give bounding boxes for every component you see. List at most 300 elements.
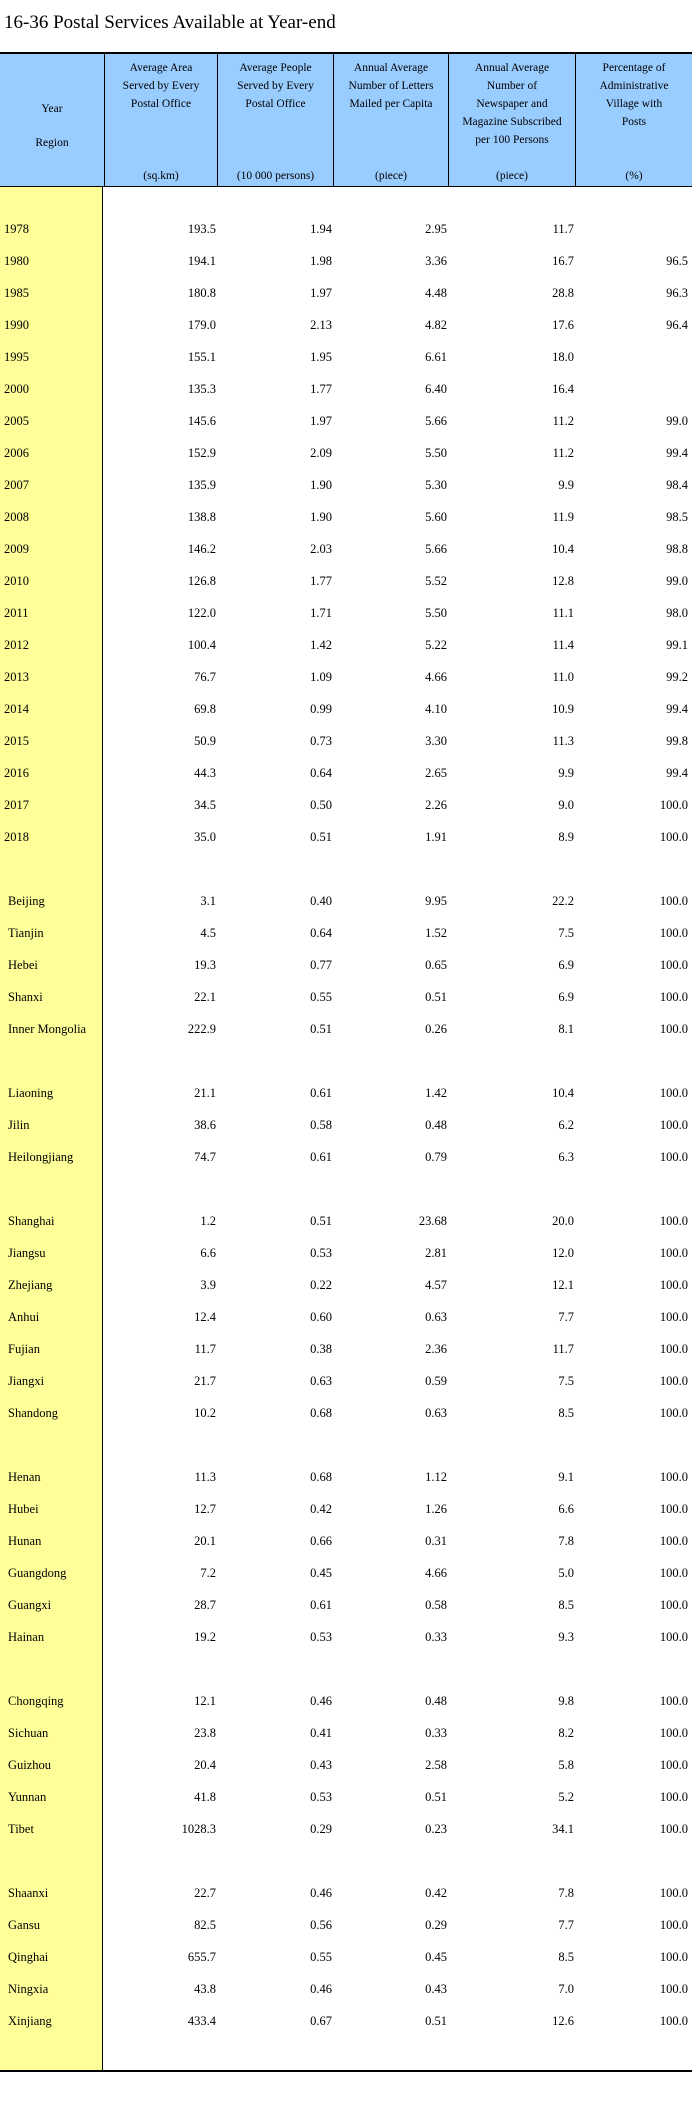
table-cell: 12.0 bbox=[552, 1246, 574, 1260]
table-cell: 69.8 bbox=[194, 702, 216, 716]
table-cell: 1028.3 bbox=[181, 1822, 216, 1836]
group-spacer bbox=[0, 1045, 692, 1077]
year-label: 2018 bbox=[4, 830, 29, 844]
table-cell: 0.56 bbox=[310, 1918, 332, 1932]
table-cell: 9.3 bbox=[558, 1630, 574, 1644]
region-row bbox=[0, 1685, 692, 1717]
table-cell: 152.9 bbox=[187, 446, 216, 460]
header-line: Mailed per Capita bbox=[349, 98, 433, 110]
table-cell: 28.8 bbox=[552, 286, 574, 300]
table-cell: 6.2 bbox=[558, 1118, 574, 1132]
table-cell: 100.0 bbox=[659, 1374, 688, 1388]
table-cell: 0.68 bbox=[310, 1406, 332, 1420]
year-label: 1985 bbox=[4, 286, 29, 300]
table-cell: 99.0 bbox=[666, 574, 688, 588]
year-row bbox=[0, 661, 692, 693]
table-cell: 4.5 bbox=[200, 926, 216, 940]
region-row bbox=[0, 1301, 692, 1333]
table-cell: 0.22 bbox=[310, 1278, 332, 1292]
year-row bbox=[0, 277, 692, 309]
year-label: 2014 bbox=[4, 702, 29, 716]
table-cell: 4.82 bbox=[425, 318, 447, 332]
table-cell: 0.31 bbox=[425, 1534, 447, 1548]
table-cell: 0.68 bbox=[310, 1470, 332, 1484]
table-cell: 0.42 bbox=[425, 1886, 447, 1900]
table-cell: 22.1 bbox=[194, 990, 216, 1004]
table-cell: 99.2 bbox=[666, 670, 688, 684]
year-label: 2010 bbox=[4, 574, 29, 588]
header-line: Postal Office bbox=[245, 98, 306, 110]
table-cell: 22.7 bbox=[194, 1886, 216, 1900]
region-row bbox=[0, 1749, 692, 1781]
table-cell: 0.53 bbox=[310, 1630, 332, 1644]
table-cell: 21.7 bbox=[194, 1374, 216, 1388]
table-cell: 0.43 bbox=[425, 1982, 447, 1996]
table-cell: 100.0 bbox=[659, 990, 688, 1004]
table-cell: 11.7 bbox=[552, 222, 574, 236]
header-region-label: Region bbox=[35, 137, 69, 149]
table-cell: 5.52 bbox=[425, 574, 447, 588]
region-row bbox=[0, 1141, 692, 1173]
header-avg-area bbox=[104, 54, 217, 186]
header-line: Served by Every bbox=[237, 80, 314, 92]
table-cell: 5.50 bbox=[425, 606, 447, 620]
table-cell: 1.90 bbox=[310, 478, 332, 492]
region-label: Guizhou bbox=[8, 1758, 52, 1772]
header-line: Newspaper and bbox=[476, 98, 548, 110]
header-line: Number of Letters bbox=[348, 80, 434, 92]
table-cell: 100.0 bbox=[659, 1950, 688, 1964]
table-cell: 0.29 bbox=[310, 1822, 332, 1836]
table-cell: 100.0 bbox=[659, 830, 688, 844]
table-cell: 8.5 bbox=[558, 1598, 574, 1612]
table-cell: 0.79 bbox=[425, 1150, 447, 1164]
year-row bbox=[0, 693, 692, 725]
table-cell: 100.0 bbox=[659, 1886, 688, 1900]
table-cell: 0.23 bbox=[425, 1822, 447, 1836]
table-cell: 135.9 bbox=[187, 478, 216, 492]
region-label: Heilongjiang bbox=[8, 1150, 74, 1164]
table-cell: 43.8 bbox=[194, 1982, 216, 1996]
header-line: per 100 Persons bbox=[475, 134, 549, 146]
year-label: 2013 bbox=[4, 670, 29, 684]
table-cell: 0.53 bbox=[310, 1790, 332, 1804]
header-line: Average People bbox=[239, 62, 312, 74]
table-cell: 12.6 bbox=[552, 2014, 574, 2028]
table-cell: 5.60 bbox=[425, 510, 447, 524]
header-unit: (sq.km) bbox=[143, 170, 179, 182]
header-line: Number of bbox=[486, 80, 538, 92]
table-cell: 28.7 bbox=[194, 1598, 216, 1612]
table-cell: 0.33 bbox=[425, 1726, 447, 1740]
table-cell: 100.0 bbox=[659, 1982, 688, 1996]
table-cell: 18.0 bbox=[552, 350, 574, 364]
region-row bbox=[0, 1237, 692, 1269]
region-label: Jilin bbox=[8, 1118, 30, 1132]
year-label: 2016 bbox=[4, 766, 29, 780]
table-cell: 6.6 bbox=[558, 1502, 574, 1516]
table-cell: 4.10 bbox=[425, 702, 447, 716]
region-label: Hubei bbox=[8, 1502, 39, 1516]
table-cell: 7.7 bbox=[558, 1310, 574, 1324]
table-cell: 8.5 bbox=[558, 1406, 574, 1420]
table-cell: 0.58 bbox=[425, 1598, 447, 1612]
table-cell: 1.94 bbox=[310, 222, 332, 236]
year-row bbox=[0, 757, 692, 789]
year-row bbox=[0, 821, 692, 853]
region-row bbox=[0, 1941, 692, 1973]
table-cell: 146.2 bbox=[187, 542, 216, 556]
table-cell: 4.66 bbox=[425, 670, 447, 684]
table-cell: 0.48 bbox=[425, 1694, 447, 1708]
table-cell: 4.57 bbox=[425, 1278, 447, 1292]
year-row bbox=[0, 373, 692, 405]
table-cell: 3.9 bbox=[200, 1278, 216, 1292]
table-cell: 100.0 bbox=[659, 1758, 688, 1772]
table-cell: 5.8 bbox=[558, 1758, 574, 1772]
table-cell: 99.0 bbox=[666, 414, 688, 428]
table-cell: 5.66 bbox=[425, 414, 447, 428]
table-cell: 98.5 bbox=[666, 510, 688, 524]
table-cell: 11.0 bbox=[552, 670, 574, 684]
year-row bbox=[0, 725, 692, 757]
table-cell: 8.1 bbox=[558, 1022, 574, 1036]
year-row bbox=[0, 341, 692, 373]
table-cell: 100.0 bbox=[659, 958, 688, 972]
table-cell: 11.3 bbox=[552, 734, 574, 748]
table-cell: 22.2 bbox=[552, 894, 574, 908]
table-cell: 0.41 bbox=[310, 1726, 332, 1740]
table-cell: 7.2 bbox=[200, 1566, 216, 1580]
table-cell: 7.8 bbox=[558, 1534, 574, 1548]
region-label: Inner Mongolia bbox=[8, 1022, 87, 1036]
region-row bbox=[0, 1877, 692, 1909]
table-cell: 1.26 bbox=[425, 1502, 447, 1516]
table-cell: 135.3 bbox=[187, 382, 216, 396]
year-label: 2005 bbox=[4, 414, 29, 428]
table-cell: 35.0 bbox=[194, 830, 216, 844]
table-cell: 11.3 bbox=[194, 1470, 216, 1484]
region-label: Shanghai bbox=[8, 1214, 55, 1228]
table-cell: 100.4 bbox=[187, 638, 216, 652]
table-cell: 100.0 bbox=[659, 1598, 688, 1612]
year-row bbox=[0, 597, 692, 629]
region-label: Shanxi bbox=[8, 990, 43, 1004]
table-cell: 3.30 bbox=[425, 734, 447, 748]
region-row bbox=[0, 1109, 692, 1141]
table-cell: 0.63 bbox=[425, 1406, 447, 1420]
header-unit: (piece) bbox=[375, 170, 407, 182]
table-cell: 2.36 bbox=[425, 1342, 447, 1356]
table-cell: 0.29 bbox=[425, 1918, 447, 1932]
region-row bbox=[0, 1461, 692, 1493]
table-cell: 19.2 bbox=[194, 1630, 216, 1644]
header-line: Average Area bbox=[129, 62, 193, 74]
page-title: 16-36 Postal Services Available at Year-end bbox=[4, 12, 336, 33]
table-rows bbox=[0, 213, 692, 2037]
region-row bbox=[0, 1813, 692, 1845]
table-cell: 23.8 bbox=[194, 1726, 216, 1740]
region-label: Jiangxi bbox=[8, 1374, 45, 1388]
table-cell: 41.8 bbox=[194, 1790, 216, 1804]
region-label: Guangdong bbox=[8, 1566, 67, 1580]
table-cell: 82.5 bbox=[194, 1918, 216, 1932]
table-cell: 122.0 bbox=[187, 606, 216, 620]
year-label: 2015 bbox=[4, 734, 29, 748]
table-cell: 9.95 bbox=[425, 894, 447, 908]
table-cell: 6.9 bbox=[558, 990, 574, 1004]
table-cell: 16.7 bbox=[552, 254, 574, 268]
table-cell: 16.4 bbox=[552, 382, 574, 396]
region-row bbox=[0, 1493, 692, 1525]
table-body bbox=[0, 187, 692, 2072]
region-label: Henan bbox=[8, 1470, 41, 1484]
table-cell: 0.63 bbox=[425, 1310, 447, 1324]
table-cell: 0.64 bbox=[310, 926, 332, 940]
header-unit: (%) bbox=[625, 170, 643, 182]
table-cell: 5.22 bbox=[425, 638, 447, 652]
table-cell: 2.09 bbox=[310, 446, 332, 460]
region-label: Zhejiang bbox=[8, 1278, 53, 1292]
table-cell: 0.33 bbox=[425, 1630, 447, 1644]
table-cell: 7.5 bbox=[558, 1374, 574, 1388]
table-cell: 1.2 bbox=[200, 1214, 216, 1228]
region-row bbox=[0, 1365, 692, 1397]
table-cell: 0.51 bbox=[425, 1790, 447, 1804]
region-row bbox=[0, 2005, 692, 2037]
table-cell: 9.0 bbox=[558, 798, 574, 812]
region-label: Jiangsu bbox=[8, 1246, 46, 1260]
year-label: 2017 bbox=[4, 798, 29, 812]
table-cell: 0.51 bbox=[310, 1022, 332, 1036]
year-label: 1995 bbox=[4, 350, 29, 364]
table-cell: 12.8 bbox=[552, 574, 574, 588]
table-cell: 96.3 bbox=[666, 286, 688, 300]
header-letters-mailed bbox=[333, 54, 448, 186]
table-cell: 100.0 bbox=[659, 1470, 688, 1484]
table-cell: 1.12 bbox=[425, 1470, 447, 1484]
table-cell: 11.2 bbox=[552, 414, 574, 428]
table-cell: 99.1 bbox=[666, 638, 688, 652]
table-cell: 5.0 bbox=[558, 1566, 574, 1580]
table-cell: 7.8 bbox=[558, 1886, 574, 1900]
year-label: 1990 bbox=[4, 318, 29, 332]
table-cell: 179.0 bbox=[187, 318, 216, 332]
table-cell: 8.2 bbox=[558, 1726, 574, 1740]
table-cell: 0.73 bbox=[310, 734, 332, 748]
table-cell: 0.65 bbox=[425, 958, 447, 972]
region-row bbox=[0, 1397, 692, 1429]
table-cell: 1.42 bbox=[425, 1086, 447, 1100]
table-cell: 4.48 bbox=[425, 286, 447, 300]
table-cell: 0.55 bbox=[310, 990, 332, 1004]
table-cell: 0.55 bbox=[310, 1950, 332, 1964]
table-cell: 0.53 bbox=[310, 1246, 332, 1260]
header-line: Annual Average bbox=[353, 62, 429, 74]
table-cell: 0.64 bbox=[310, 766, 332, 780]
year-row bbox=[0, 309, 692, 341]
table-cell: 10.2 bbox=[194, 1406, 216, 1420]
region-row bbox=[0, 1013, 692, 1045]
region-label: Sichuan bbox=[8, 1726, 49, 1740]
region-label: Yunnan bbox=[8, 1790, 47, 1804]
region-label: Shandong bbox=[8, 1406, 58, 1420]
table-cell: 100.0 bbox=[659, 2014, 688, 2028]
table-cell: 100.0 bbox=[659, 1214, 688, 1228]
table-cell: 12.1 bbox=[552, 1278, 574, 1292]
table-cell: 1.71 bbox=[310, 606, 332, 620]
region-label: Hainan bbox=[8, 1630, 45, 1644]
table-cell: 100.0 bbox=[659, 1790, 688, 1804]
table-cell: 2.13 bbox=[310, 318, 332, 332]
table-header bbox=[0, 52, 692, 187]
table-cell: 20.0 bbox=[552, 1214, 574, 1228]
table-cell: 44.3 bbox=[194, 766, 216, 780]
table-cell: 10.4 bbox=[552, 1086, 574, 1100]
table-cell: 100.0 bbox=[659, 894, 688, 908]
table-cell: 0.61 bbox=[310, 1598, 332, 1612]
table-cell: 11.7 bbox=[552, 1342, 574, 1356]
table-cell: 19.3 bbox=[194, 958, 216, 972]
table-cell: 17.6 bbox=[552, 318, 574, 332]
year-label: 2009 bbox=[4, 542, 29, 556]
region-row bbox=[0, 1525, 692, 1557]
year-label: 2000 bbox=[4, 382, 29, 396]
table-cell: 0.63 bbox=[310, 1374, 332, 1388]
header-unit: (piece) bbox=[496, 170, 528, 182]
table-cell: 8.9 bbox=[558, 830, 574, 844]
header-avg-people bbox=[217, 54, 333, 186]
region-row bbox=[0, 1333, 692, 1365]
region-row bbox=[0, 1557, 692, 1589]
region-label: Hunan bbox=[8, 1534, 42, 1548]
table-cell: 100.0 bbox=[659, 1310, 688, 1324]
table-cell: 5.50 bbox=[425, 446, 447, 460]
header-line: Served by Every bbox=[122, 80, 200, 92]
table-cell: 2.58 bbox=[425, 1758, 447, 1772]
header-line: Administrative bbox=[599, 80, 669, 92]
table-cell: 0.38 bbox=[310, 1342, 332, 1356]
region-row bbox=[0, 1973, 692, 2005]
table-cell: 155.1 bbox=[187, 350, 216, 364]
region-row bbox=[0, 1269, 692, 1301]
table-cell: 96.5 bbox=[666, 254, 688, 268]
region-label: Guangxi bbox=[8, 1598, 52, 1612]
table-cell: 98.4 bbox=[666, 478, 688, 492]
table-cell: 99.4 bbox=[666, 766, 688, 780]
table-cell: 23.68 bbox=[418, 1214, 447, 1228]
header-year-label: Year bbox=[41, 103, 63, 115]
year-row bbox=[0, 501, 692, 533]
region-row bbox=[0, 1909, 692, 1941]
table-cell: 3.36 bbox=[425, 254, 447, 268]
region-label: Shaanxi bbox=[8, 1886, 49, 1900]
table-cell: 1.97 bbox=[310, 414, 332, 428]
header-year-region bbox=[0, 54, 104, 186]
region-row bbox=[0, 1781, 692, 1813]
table-cell: 20.1 bbox=[194, 1534, 216, 1548]
table-cell: 50.9 bbox=[194, 734, 216, 748]
table-cell: 100.0 bbox=[659, 1918, 688, 1932]
region-row bbox=[0, 885, 692, 917]
table-cell: 99.4 bbox=[666, 702, 688, 716]
header-line: Postal Office bbox=[130, 98, 192, 110]
year-row bbox=[0, 565, 692, 597]
year-row bbox=[0, 789, 692, 821]
table-cell: 8.5 bbox=[558, 1950, 574, 1964]
header-line: Magazine Subscribed bbox=[462, 116, 562, 128]
table-cell: 1.91 bbox=[425, 830, 447, 844]
region-label: Ningxia bbox=[8, 1982, 49, 1996]
year-row bbox=[0, 437, 692, 469]
table-cell: 100.0 bbox=[659, 1022, 688, 1036]
year-label: 2012 bbox=[4, 638, 29, 652]
table-cell: 0.67 bbox=[310, 2014, 332, 2028]
table-cell: 6.3 bbox=[558, 1150, 574, 1164]
table-cell: 5.66 bbox=[425, 542, 447, 556]
table-cell: 9.1 bbox=[558, 1470, 574, 1484]
region-label: Qinghai bbox=[8, 1950, 49, 1964]
table-cell: 7.5 bbox=[558, 926, 574, 940]
table-cell: 1.98 bbox=[310, 254, 332, 268]
table-cell: 1.42 bbox=[310, 638, 332, 652]
year-label: 1980 bbox=[4, 254, 29, 268]
table-cell: 100.0 bbox=[659, 1118, 688, 1132]
table-cell: 0.51 bbox=[425, 2014, 447, 2028]
table-cell: 99.8 bbox=[666, 734, 688, 748]
table-cell: 0.46 bbox=[310, 1982, 332, 1996]
table-cell: 98.8 bbox=[666, 542, 688, 556]
header-newspaper-subscribed bbox=[448, 54, 575, 186]
table-cell: 0.51 bbox=[310, 1214, 332, 1228]
table-cell: 0.51 bbox=[425, 990, 447, 1004]
year-row bbox=[0, 213, 692, 245]
header-line: Percentage of bbox=[602, 62, 666, 74]
table-cell: 96.4 bbox=[666, 318, 688, 332]
table-cell: 1.77 bbox=[310, 382, 332, 396]
table-cell: 0.43 bbox=[310, 1758, 332, 1772]
year-row bbox=[0, 405, 692, 437]
table-cell: 6.40 bbox=[425, 382, 447, 396]
table-cell: 0.26 bbox=[425, 1022, 447, 1036]
region-row bbox=[0, 981, 692, 1013]
table-cell: 0.42 bbox=[310, 1502, 332, 1516]
year-label: 2011 bbox=[4, 606, 29, 620]
year-row bbox=[0, 245, 692, 277]
table-cell: 138.8 bbox=[187, 510, 216, 524]
region-row bbox=[0, 1621, 692, 1653]
table-cell: 1.97 bbox=[310, 286, 332, 300]
table-cell: 0.99 bbox=[310, 702, 332, 716]
region-label: Xinjiang bbox=[8, 2014, 52, 2028]
year-row bbox=[0, 533, 692, 565]
table-cell: 0.61 bbox=[310, 1150, 332, 1164]
table-cell: 12.7 bbox=[194, 1502, 216, 1516]
region-label: Gansu bbox=[8, 1918, 40, 1932]
region-label: Chongqing bbox=[8, 1694, 64, 1708]
table-cell: 76.7 bbox=[194, 670, 216, 684]
table-cell: 0.61 bbox=[310, 1086, 332, 1100]
region-row bbox=[0, 1589, 692, 1621]
table-cell: 0.46 bbox=[310, 1694, 332, 1708]
table-cell: 38.6 bbox=[194, 1118, 216, 1132]
group-spacer bbox=[0, 1173, 692, 1205]
group-spacer bbox=[0, 853, 692, 885]
header-line: Village with bbox=[605, 98, 663, 110]
table-cell: 12.4 bbox=[194, 1310, 216, 1324]
table-cell: 1.77 bbox=[310, 574, 332, 588]
table-cell: 145.6 bbox=[187, 414, 216, 428]
